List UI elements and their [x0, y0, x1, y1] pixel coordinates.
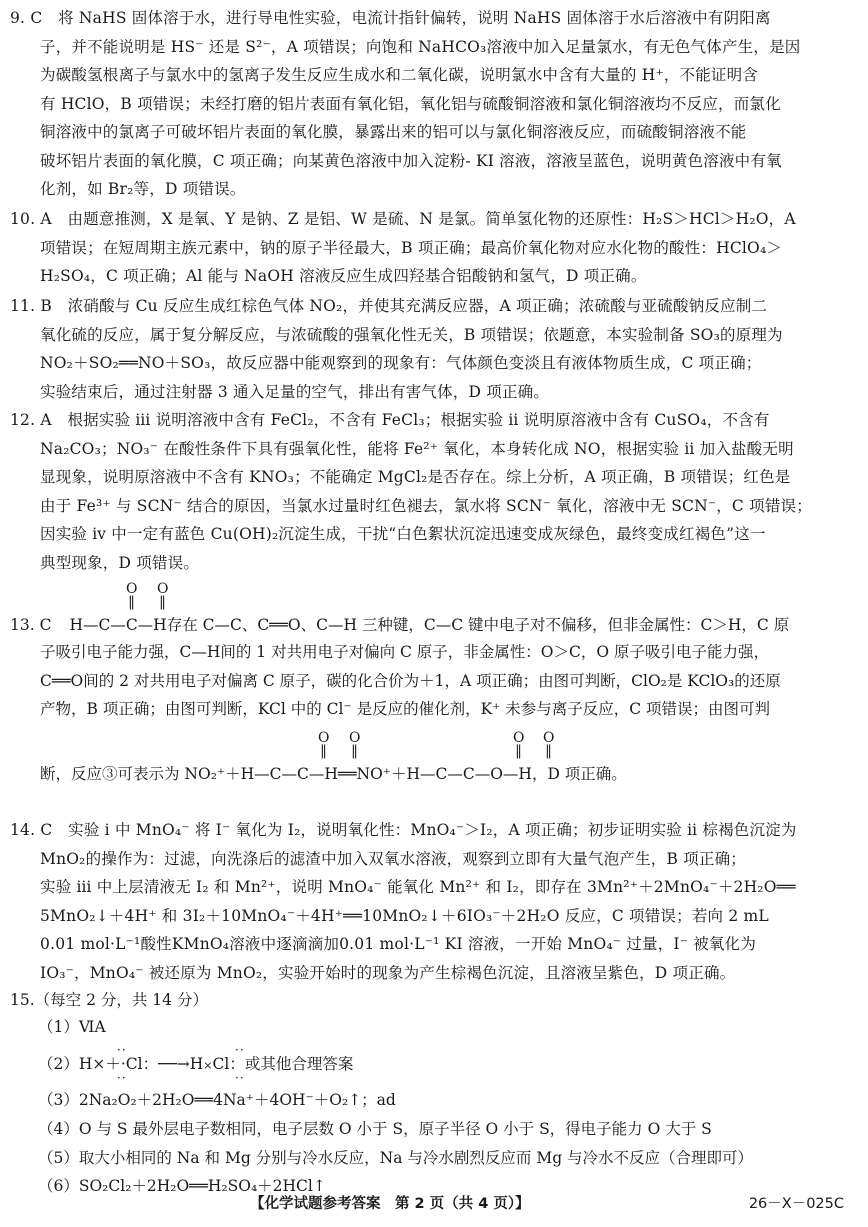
glyoxal-formula: H—C—C—H [69, 616, 167, 634]
oxygen-atom: O [126, 581, 138, 597]
glyoxal-formula: H—C—C—H [240, 765, 338, 783]
q13-first-line [10, 613, 830, 637]
double-bond: ‖ [351, 743, 358, 759]
page-footer [0, 1188, 868, 1218]
q13-line: 子吸引电子能力强，C—H间的 1 对共用电子对偏向 C 原子，非金属性：O＞C，O 原子吸引电子能力强， [40, 643, 770, 661]
question-12-explanation [10, 406, 830, 577]
lewis-hcl: Cl： [212, 1055, 245, 1073]
double-bond: ‖ [320, 743, 327, 759]
footer-code: 26－X－025C [748, 1196, 844, 1212]
oxygen-atom: O [157, 581, 169, 597]
q12-line: 典型现象，D 项错误。 [40, 553, 200, 572]
q13-text: 断，反应③可表示为 NO₂⁺＋ [40, 765, 241, 783]
double-bond: ‖ [515, 743, 522, 759]
question-9-explanation [10, 4, 830, 204]
q14-line: 5MnO₂↓＋4H⁺ 和 3I₂＋10MnO₄⁻＋4H⁺══10MnO₂↓＋6IO₃⁻＋2H₂O 反应，C 项错误；若向 2 mL [40, 906, 769, 925]
q13-line: C══O间的 2 对共用电子对偏离 C 原子，碳的化合价为＋1，A 项正确；由图可判断，ClO₂是 KClO₃的还原 [40, 671, 781, 690]
question-10-explanation [10, 205, 830, 291]
question-14-explanation [10, 816, 830, 987]
question-11-explanation [10, 292, 830, 406]
double-bond: ‖ [128, 594, 135, 610]
q13-text: 存在 C—C、C══O、C—H 三种键，C—C 键中电子对不偏移，但非金属性：C＞H，C 原 [166, 616, 790, 634]
lone-pair-dots: ·· [117, 1043, 127, 1057]
question-13-explanation [10, 580, 830, 795]
footer-page-info: 【化学试题参考答案 第 2 页（共 4 页）】 [250, 1196, 530, 1212]
lone-pair-dots: ·· [117, 1071, 127, 1085]
q11-line: 实验结束后，通过注射器 3 通入足量的空气，排出有害气体，D 项正确。 [40, 382, 550, 401]
electron-cross: × [203, 1059, 213, 1072]
q12-line: 12. A 根据实验 ⅲ 说明溶液中含有 FeCl₂，不含有 FeCl₃；根据实验 ⅱ 说明原溶液中含有 CuSO₄，不含有 [10, 411, 770, 429]
oxygen-atom: O [349, 730, 361, 746]
q10-line: H₂SO₄，C 项正确；Al 能与 NaOH 溶液反应生成四羟基合铝酸钠和氢气，D 项正确。 [40, 267, 647, 285]
oxygen-atom: O [318, 730, 330, 746]
q14-line: 0.01 mol·L⁻¹酸性KMnO₄溶液中逐滴滴加0.01 mol·L⁻¹ KI 溶液，一开始 MnO₄⁻ 过量，I⁻ 被氧化为 [40, 935, 757, 953]
q13-text: ，D 项正确。 [531, 765, 627, 783]
q11-line: 11. B 浓硝酸与 Cu 反应生成红棕色气体 NO₂，并使其充满反应器，A 项正确；浓硫酸与亚硫酸钠反应制二 [10, 297, 768, 315]
q13-number: 13. C [10, 616, 52, 634]
q14-line: MnO₂的操作为：过滤，向洗涤后的滤渣中加入双氧水溶液，观察到立即有大量气泡产生，B 项正确； [40, 849, 746, 868]
q9-line: 为碳酸氢根离子与氯水中的氢离子发生反应生成水和二氧化碳，说明氯水中含有大量的 H⁺，不能证明含 [40, 66, 759, 84]
q15-answer-5: （5）取大小相同的 Na 和 Mg 分别与冷水反应，Na 与冷水剧烈反应而 Mg 与冷水不反应（合理即可） [38, 1149, 754, 1167]
oxygen-atom: O [543, 730, 555, 746]
q12-line: Na₂CO₃；NO₃⁻ 在酸性条件下具有强氧化性，能将 Fe²⁺ 氧化，本身转化成 NO，根据实验 ⅱ 加入盐酸无明 [40, 439, 794, 458]
double-bond: ‖ [545, 743, 552, 759]
q15-answer-3: （3）2Na₂O₂＋2H₂O══4Na⁺＋4OH⁻＋O₂↑；ad [38, 1091, 396, 1109]
oxygen-atom: O [513, 730, 525, 746]
lewis-formation-text: （2）H×＋·Cl：──→H [38, 1055, 204, 1073]
glyoxylic-acid-formula: H—C—C—O—H [406, 765, 532, 783]
q9-line: 子，并不能说明是 HS⁻ 还是 S²⁻，A 项错误；向饱和 NaHCO₃溶液中加入足量氯水，有无色气体产生，是因 [40, 37, 801, 56]
q10-line: 10. A 由题意推测，X 是氧、Y 是钠、Z 是铝、W 是硫、N 是氯。简单氢化物的还原性：H₂S＞HCl＞H₂O，A [10, 210, 796, 228]
lone-pair-dots: ·· [235, 1043, 245, 1057]
q13-line: 产物，B 项正确；由图可判断，KCl 中的 Cl⁻ 是反应的催化剂，K⁺ 未参与离子反应，C 项错误；由图可判 [40, 700, 771, 718]
q15-answer-1: （1）ⅥA [38, 1018, 106, 1036]
q15-answer-2 [38, 1043, 738, 1083]
equals-sign: ══NO⁺＋ [337, 765, 407, 783]
q15-answer-4: （4）O 与 S 最外层电子数相同，电子层数 O 小于 S，原子半径 O 小于 S，得电子能力 O 大于 S [38, 1120, 712, 1138]
q12-line: 由于 Fe³⁺ 与 SCN⁻ 结合的原因，当氯水过量时红色褪去，氯水将 SCN⁻ 氧化，溶液中无 SCN⁻，C 项错误； [40, 496, 812, 515]
q9-line: 铜溶液中的氯离子可破坏铝片表面的氧化膜，暴露出来的铝可以与氯化铜溶液反应，而硫酸铜溶液不能 [40, 123, 747, 141]
q9-line: 化剂，如 Br₂等，D 项错误。 [40, 180, 246, 198]
q9-line: 9. C 将 NaHS 固体溶于水，进行导电性实验，电流计指针偏转，说明 NaHS 固体溶于水后溶液中有阴阳离 [10, 9, 771, 27]
q10-line: 项错误；在短周期主族元素中，钠的原子半径最大，B 项正确；最高价氧化物对应水化物的酸性：HClO₄＞ [40, 238, 783, 257]
q11-line: 氧化硫的反应，属于复分解反应，与浓硫酸的强氧化性无关，B 项错误；依题意，本实验制备 SO₃的原理为 [40, 325, 783, 344]
q14-line: 实验 ⅲ 中上层清液无 I₂ 和 Mn²⁺，说明 MnO₄⁻ 能氧化 Mn²⁺ 和 I₂，即存在 3Mn²⁺＋2MnO₄⁻＋2H₂O══ [40, 878, 796, 896]
lone-pair-dots: ·· [235, 1071, 245, 1085]
q11-line: NO₂＋SO₂══NO＋SO₃，故反应器中能观察到的现象有：气体颜色变淡且有液体物质生成，C 项正确； [40, 354, 762, 372]
q15-header: 15.（每空 2 分，共 14 分） [10, 991, 208, 1009]
double-bond: ‖ [159, 594, 166, 610]
q15-answer-6: （6）SO₂Cl₂＋2H₂O══H₂SO₄＋2HCl↑ [38, 1177, 326, 1195]
q12-line: 显现象，说明原溶液中不含有 KNO₃；不能确定 MgCl₂是否存在。综上分析，A 项正确，B 项错误；红色是 [40, 468, 791, 486]
q9-line: 破坏铝片表面的氧化膜，C 项正确；向某黄色溶液中加入淀粉- KI 溶液，溶液呈蓝色，说明黄色溶液中有氧 [40, 151, 782, 170]
q14-line: IO₃⁻，MnO₄⁻ 被还原为 MnO₂，实验开始时的现象为产生棕褐色沉淀，且溶液呈紫色，D 项正确。 [40, 963, 736, 982]
q12-line: 因实验 ⅳ 中一定有蓝色 Cu(OH)₂沉淀生成，干扰“白色絮状沉淀迅速变成灰绿色，最终变成红褐色”这一 [40, 525, 766, 543]
lewis-note: 或其他合理答案 [244, 1055, 354, 1073]
q13-last-line [10, 761, 860, 787]
q14-line: 14. C 实验 ⅰ 中 MnO₄⁻ 将 I⁻ 氧化为 I₂，说明氧化性：MnO₄⁻＞I₂，A 项正确；初步证明实验 ⅱ 棕褐色沉淀为 [10, 821, 797, 839]
q9-line: 有 HClO，B 项错误；未经打磨的铝片表面有氧化铝，氧化铝与硫酸铜溶液和氯化铜溶液均不反应，而氯化 [40, 94, 781, 113]
